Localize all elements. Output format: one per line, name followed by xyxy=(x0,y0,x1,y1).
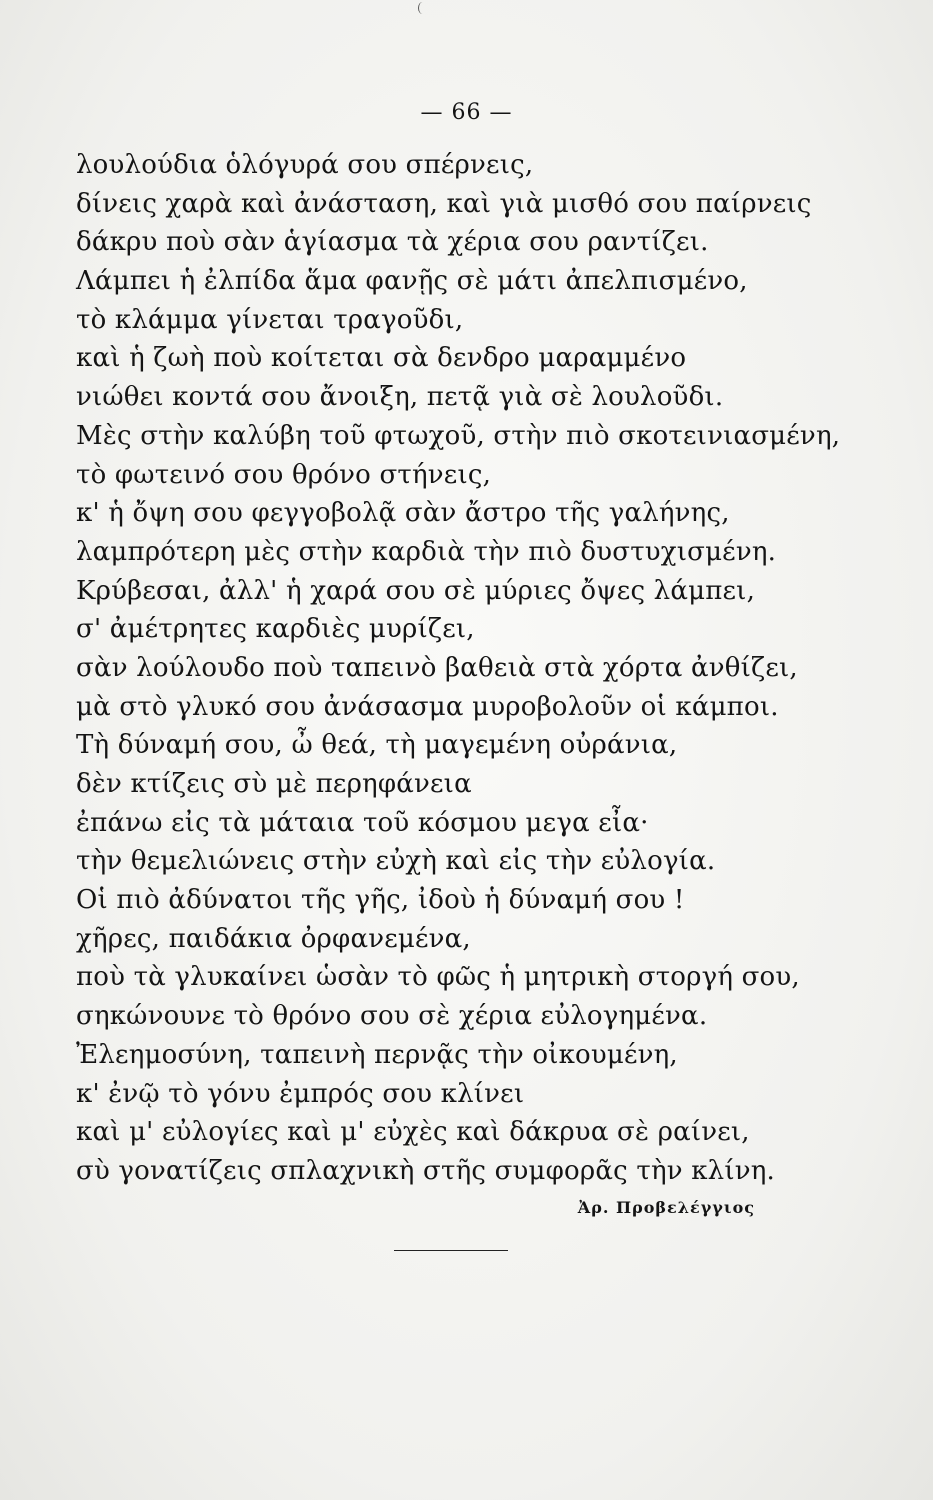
poem-line: Κρύβεσαι, ἀλλ' ἡ χαρά σου σὲ μύριες ὄψες λάμπει, xyxy=(76,575,756,606)
poem-line: τὴν θεμελιώνεις στὴν εὐχὴ καὶ εἰς τὴν εὐλογία. xyxy=(76,846,716,877)
poem-line: Μὲς στὴν καλύβη τοῦ φτωχοῦ, στὴν πιὸ σκοτεινιασμένη, xyxy=(76,420,841,451)
poem-line: Ἐλεημοσύνη, ταπεινὴ περνᾷς τὴν οἰκουμένη, xyxy=(76,1039,678,1070)
poem-line: ποὺ τὰ γλυκαίνει ὡσὰν τὸ φῶς ἡ μητρικὴ στοργή σου, xyxy=(76,962,800,993)
poem-line: ἐπάνω εἰς τὰ μάταια τοῦ κόσμου μεγα εἶα· xyxy=(76,807,649,838)
page-corner-mark xyxy=(418,2,427,14)
poem-line: χῆρες, παιδάκια ὀρφανεμένα, xyxy=(76,923,471,954)
poem-line: σηκώνουνε τὸ θρόνο σου σὲ χέρια εὐλογημένα. xyxy=(76,1001,708,1032)
poem-line: σὺ γονατίζεις σπλαχνικὴ στῆς συμφορᾶς τὴν κλίνη. xyxy=(76,1155,775,1186)
poem-line: δάκρυ ποὺ σὰν ἁγίασμα τὰ χέρια σου ραντίζει. xyxy=(76,227,709,258)
poem-line: δίνεις χαρὰ καὶ ἀνάσταση, καὶ γιὰ μισθό σου παίρνεις xyxy=(76,188,812,219)
poem-line: νιώθει κοντά σου ἄνοιξη, πετᾷ γιὰ σὲ λουλοῦδι. xyxy=(76,382,724,413)
poem-line: Λάμπει ἡ ἐλπίδα ἅμα φανῇς σὲ μάτι ἀπελπισμένο, xyxy=(76,266,748,297)
poem-line: Οἱ πιὸ ἀδύνατοι τῆς γῆς, ἰδοὺ ἡ δύναμή σου ! xyxy=(76,885,685,916)
poem-line: καὶ ἡ ζωὴ ποὺ κοίτεται σὰ δενδρο μαραμμένο xyxy=(76,343,687,374)
end-rule xyxy=(394,1250,508,1251)
poem-line: σὰν λούλουδο ποὺ ταπεινὸ βαθειὰ στὰ χόρτα ἀνθίζει, xyxy=(76,652,798,683)
poem-line: κ' ἡ ὄψη σου φεγγοβολᾷ σὰν ἄστρο τῆς γαλήνης, xyxy=(76,498,730,529)
author-signature: Ἀρ. Προβελέγγιος xyxy=(577,1198,755,1217)
poem-line: μὰ στὸ γλυκό σου ἀνάσασμα μυροβολοῦν οἱ κάμποι. xyxy=(76,691,779,722)
poem-line: σ' ἀμέτρητες καρδιὲς μυρίζει, xyxy=(76,614,475,645)
poem-line: Τὴ δύναμή σου, ὦ θεά, τὴ μαγεμένη οὐράνια, xyxy=(76,730,678,761)
poem-line: κ' ἐνῷ τὸ γόνυ ἐμπρός σου κλίνει xyxy=(76,1078,525,1109)
poem-line: λαμπρότερη μὲς στὴν καρδιὰ τὴν πιὸ δυστυχισμένη. xyxy=(76,536,777,567)
poem-line: λουλούδια ὁλόγυρά σου σπέρνεις, xyxy=(76,150,534,180)
poem-line: τὸ φωτεινό σου θρόνο στήνεις, xyxy=(76,459,492,490)
poem-line: τὸ κλάμμα γίνεται τραγοῦδι, xyxy=(76,304,464,335)
poem-text xyxy=(76,146,866,1191)
poem-line: καὶ μ' εὐλογίες καὶ μ' εὐχὲς καὶ δάκρυα σὲ ραίνει, xyxy=(76,1117,750,1148)
poem-line: δὲν κτίζεις σὺ μὲ περηφάνεια xyxy=(76,769,472,799)
page-number: — 66 — xyxy=(420,100,513,125)
